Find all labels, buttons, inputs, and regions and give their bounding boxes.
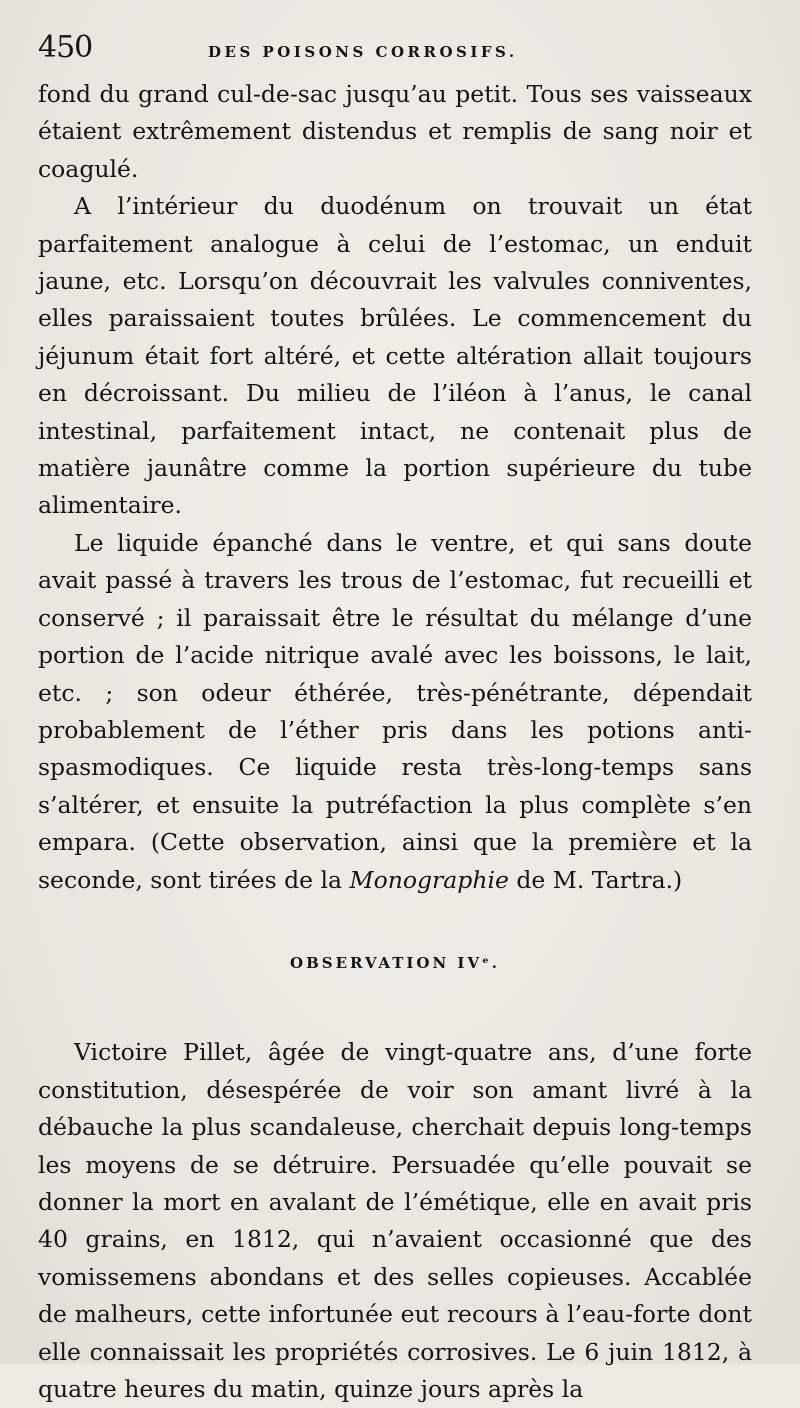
page-number: 450 — [38, 30, 93, 65]
paragraph-victoire-pillet — [38, 1034, 752, 1408]
paragraph-continued — [38, 76, 752, 188]
paragraph-duodenum — [38, 188, 752, 525]
italic-title: Monographie — [349, 865, 509, 894]
paragraph-text: Le liquide épanché dans le ventre, et qui sans doute avait passé à travers les trous de l’estomac, fut recueilli et conservé ; il paraissait être le résultat du mélange d’une portion de l’acide nitrique avalé avec les boissons, le lait, etc. ; son odeur éthérée, très-pénétrante, dépendait probablement de l’éther pris dans les potions anti-spasmodiques. Ce liquide resta très-long-temps sans s’altérer, et ensuite la putréfaction la plus complète s’en empara. (Cette observation, ainsi que la première et la seconde, sont tirées de la — [38, 528, 752, 894]
running-head: DES POISONS CORROSIFS. — [208, 43, 518, 61]
body-text — [38, 76, 752, 1408]
paragraph-liquid — [38, 525, 752, 899]
paragraph-text: fond du grand cul-de-sac jusqu’au petit. Tous ses vaisseaux étaient extrêmement distendus et remplis de sang noir et coagulé. — [38, 80, 752, 183]
paragraph-text-end: de M. Tartra.) — [508, 865, 683, 894]
page-header — [38, 30, 752, 76]
observation-heading: OBSERVATION IVᵉ. — [290, 953, 500, 972]
paragraph-text: A l’intérieur du duodénum on trouvait un état parfaitement analogue à celui de l’estomac, un enduit jaune, etc. Lorsqu’on découvrait les valvules conniventes, elles paraissaient toutes brûlées. Le commencement du jéjunum était fort altéré, et cette altération allait toujours en décroissant. Du milieu de l’iléon à l’anus, le canal intestinal, parfaitement intact, ne contenait plus de matière jaunâtre comme la portion supérieure du tube alimentaire. — [38, 192, 752, 520]
paragraph-text: Victoire Pillet, âgée de vingt-quatre ans, d’une forte constitution, désespérée de voir son amant livré à la débauche la plus scandaleuse, cherchait depuis long-temps les moyens de se détruire. Persuadée qu’elle pouvait se donner la mort en avalant de l’émétique, elle en avait pris 40 grains, en 1812, qui n’avaient occasionné que des vomissemens abondans et des selles copieuses. Accablée de malheurs, cette infortunée eut recours à l’eau-forte dont elle connaissait les propriétés corrosives. Le 6 juin 1812, à quatre heures du matin, quinze jours après la — [38, 1038, 752, 1403]
